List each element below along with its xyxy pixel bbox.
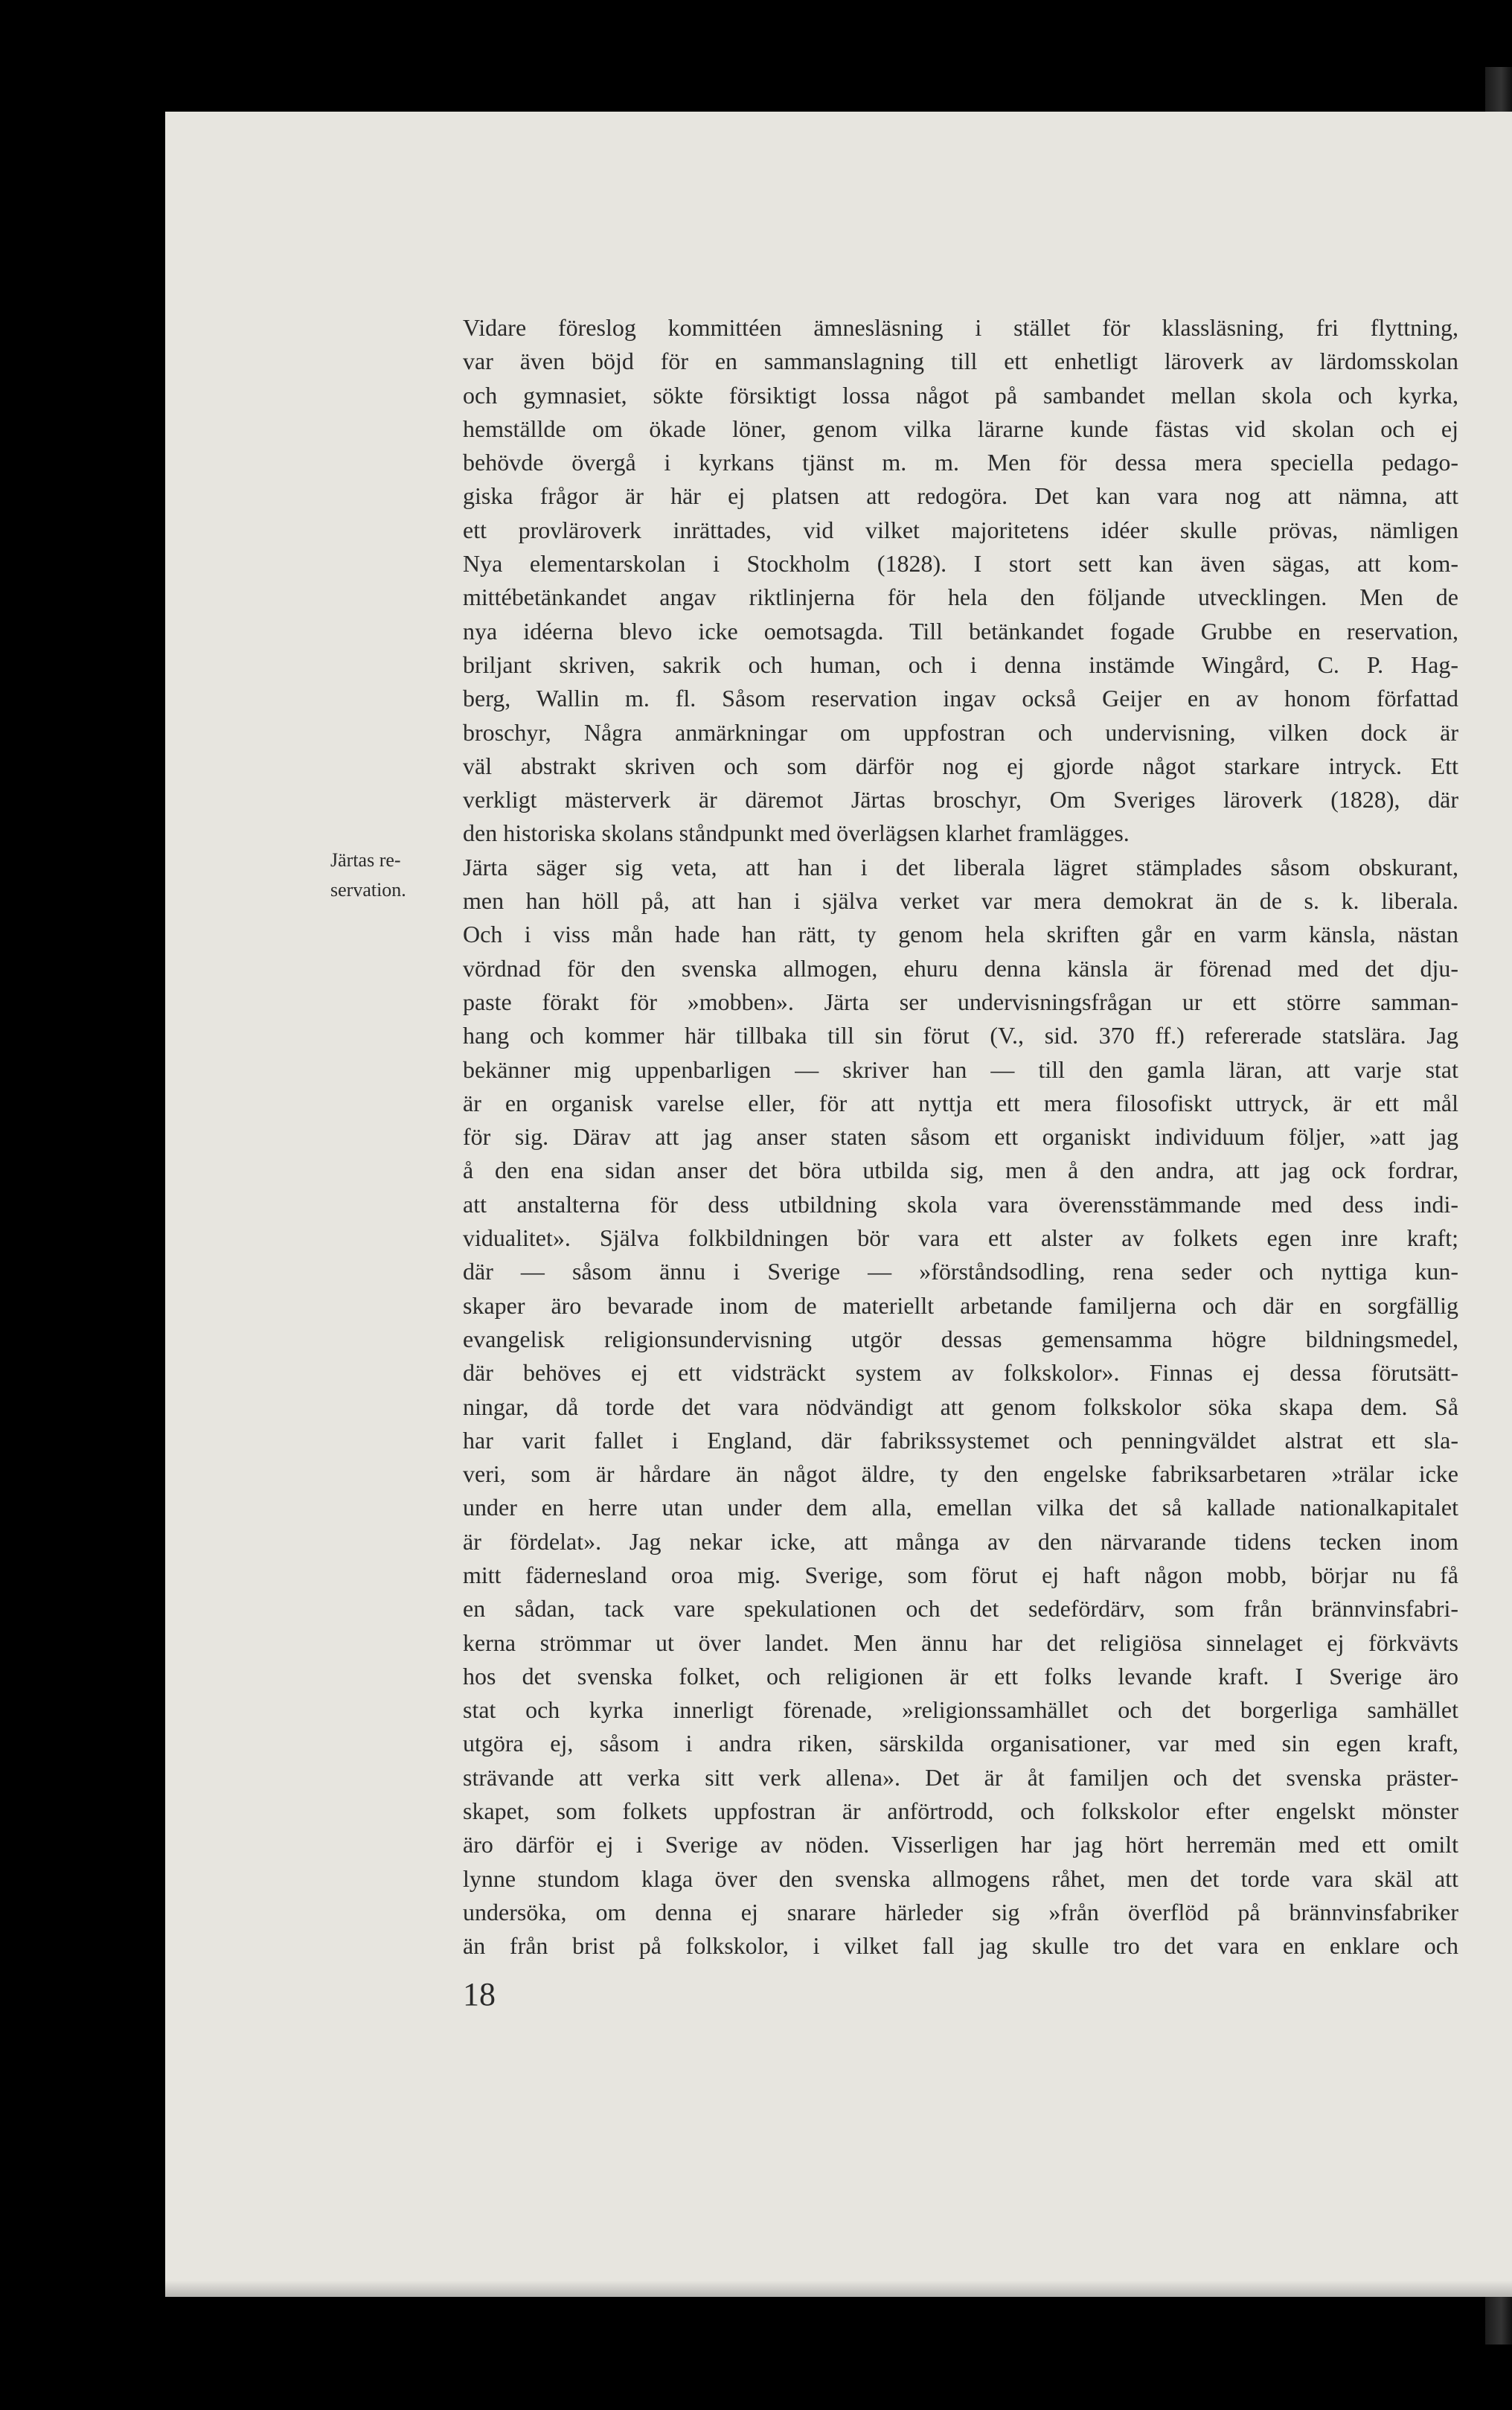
text-line: utgöra ej, såsom i andra riken, särskilda organisationer, var med sin egen kraft,	[463, 1730, 1458, 1757]
text-line: bekänner mig uppenbarligen — skriver han — till den gamla läran, att varje stat	[463, 1055, 1458, 1083]
text-line: evangelisk religionsundervisning utgör dessas gemensamma högre bildningsmedel,	[463, 1325, 1458, 1352]
text-line: än från brist på folkskolor, i vilket fall jag skulle tro det vara en enklare och	[463, 1932, 1458, 1960]
text-line: är fördelat». Jag nekar icke, att många av den närvarande tidens tecken inom	[463, 1527, 1458, 1555]
text-line: där — såsom ännu i Sverige — »förståndsodling, rena seder och nyttiga kun-	[463, 1258, 1458, 1285]
body-text	[463, 311, 1458, 1963]
text-line: hemställde om ökade löner, genom vilka lärarne kunde fästas vid skolan och ej	[463, 415, 1458, 442]
text-line: lynne stundom klaga över den svenska allmogens råhet, men det torde vara skäl att	[463, 1864, 1458, 1892]
text-line: men han höll på, att han i själva verket var mera demokrat än de s. k. liberala.	[463, 887, 1458, 915]
text-line: en sådan, tack vare spekulationen och det sedefördärv, som från brännvinsfabri-	[463, 1595, 1458, 1623]
text-line: stat och kyrka innerligt förenade, »religionssamhället och det borgerliga samhället	[463, 1696, 1458, 1724]
text-line: nya idéerna blevo icke oemotsagda. Till betänkandet fogade Grubbe en reservation,	[463, 617, 1458, 645]
text-line: hang och kommer här tillbaka till sin förut (V., sid. 370 ff.) refererade statslära. Jag	[463, 1022, 1458, 1049]
text-line: broschyr, Några anmärkningar om uppfostran och undervisning, vilken dock är	[463, 718, 1458, 746]
text-line: vidualitet». Själva folkbildningen bör vara ett alster av folkets egen inre kraft;	[463, 1224, 1458, 1252]
margin-note	[330, 846, 457, 905]
text-line: kerna strömmar ut över landet. Men ännu har det religiösa sinnelaget ej förkvävts	[463, 1628, 1458, 1656]
page-shadow	[165, 2280, 1512, 2297]
text-line: behövde övergå i kyrkans tjänst m. m. Men för dessa mera speciella pedago-	[463, 449, 1458, 476]
text-line: å den ena sidan anser det böra utbilda sig, men å den andra, att jag ock fordrar,	[463, 1157, 1458, 1184]
margin-note-line: Järtas re-	[330, 849, 401, 871]
text-line: har varit fallet i England, där fabrikssystemet och penningväldet alstrat ett sla-	[463, 1426, 1458, 1454]
text-line: Nya elementarskolan i Stockholm (1828). I stort sett kan även sägas, att kom-	[463, 550, 1458, 578]
text-line: den historiska skolans ståndpunkt med överlägsen klarhet framlägges.	[463, 819, 1130, 847]
text-line: mittébetänkandet angav riktlinjerna för hela den följande utvecklingen. Men de	[463, 584, 1458, 611]
text-line: strävande att verka sitt verk allena». Det är åt familjen och det svenska präster-	[463, 1763, 1458, 1791]
text-line: äro därför ej i Sverige av nöden. Visserligen har jag hört herremän med ett omilt	[463, 1831, 1458, 1858]
text-line: paste förakt för »mobben». Järta ser undervisningsfrågan ur ett större samman-	[463, 988, 1458, 1015]
text-line: skapet, som folkets uppfostran är anförtrodd, och folkskolor efter engelskt mönster	[463, 1797, 1458, 1825]
text-line: och gymnasiet, sökte försiktigt lossa något på sambandet mellan skola och kyrka,	[463, 381, 1458, 409]
text-line: att anstalterna för dess utbildning skola vara överensstämmande med dess indi-	[463, 1190, 1458, 1218]
text-line: Järta säger sig veta, att han i det liberala lägret stämplades såsom obskurant,	[463, 853, 1458, 880]
text-line: ett provläroverk inrättades, vid vilket majoritetens idéer skulle prövas, nämligen	[463, 516, 1458, 543]
text-line: briljant skriven, sakrik och human, och i denna instämde Wingård, C. P. Hag-	[463, 651, 1458, 678]
text-line: verkligt mästerverk är däremot Järtas broschyr, Om Sveriges läroverk (1828), där	[463, 786, 1458, 814]
text-line: där behöves ej ett vidsträckt system av folkskolor». Finnas ej dessa förutsätt-	[463, 1359, 1458, 1387]
text-line: mitt fädernesland oroa mig. Sverige, som förut ej haft någon mobb, börjar nu få	[463, 1561, 1458, 1588]
text-line: för sig. Därav att jag anser staten såsom ett organiskt individuum följer, »att jag	[463, 1123, 1458, 1151]
text-line: Och i viss mån hade han rätt, ty genom hela skriften går en varm känsla, nästan	[463, 921, 1458, 948]
text-line: vördnad för den svenska allmogen, ehuru denna känsla är förenad med det dju-	[463, 954, 1458, 982]
text-line: veri, som är hårdare än något äldre, ty den engelske fabriksarbetaren »trälar icke	[463, 1460, 1458, 1488]
text-line: hos det svenska folket, och religionen är ett folks levande kraft. I Sverige äro	[463, 1662, 1458, 1690]
text-line: giska frågor är här ej platsen att redogöra. Det kan vara nog att nämna, att	[463, 482, 1458, 510]
text-line: är en organisk varelse eller, för att nyttja ett mera filosofiskt uttryck, är ett mål	[463, 1089, 1458, 1116]
text-line: ningar, då torde det vara nödvändigt att genom folkskolor söka skapa dem. Så	[463, 1393, 1458, 1420]
page-number: 18	[463, 1976, 496, 2013]
margin-note-line: servation.	[330, 879, 406, 901]
text-line: Vidare föreslog kommittéen ämnesläsning i stället för klassläsning, fri flyttning,	[463, 314, 1458, 341]
text-line: undersöka, om denna ej snarare härleder sig »från överflöd på brännvinsfabriker	[463, 1898, 1458, 1925]
text-line: väl abstrakt skriven och som därför nog ej gjorde något starkare intryck. Ett	[463, 752, 1458, 779]
text-line: berg, Wallin m. fl. Såsom reservation ingav också Geijer en av honom författad	[463, 685, 1458, 712]
text-line: under en herre utan under dem alla, emellan vilka det så kallade nationalkapitalet	[463, 1494, 1458, 1521]
text-line: var även böjd för en sammanslagning till ett enhetligt läroverk av lärdomsskolan	[463, 348, 1458, 375]
text-line: skaper äro bevarade inom de materiellt arbetande familjerna och där en sorgfällig	[463, 1291, 1458, 1319]
